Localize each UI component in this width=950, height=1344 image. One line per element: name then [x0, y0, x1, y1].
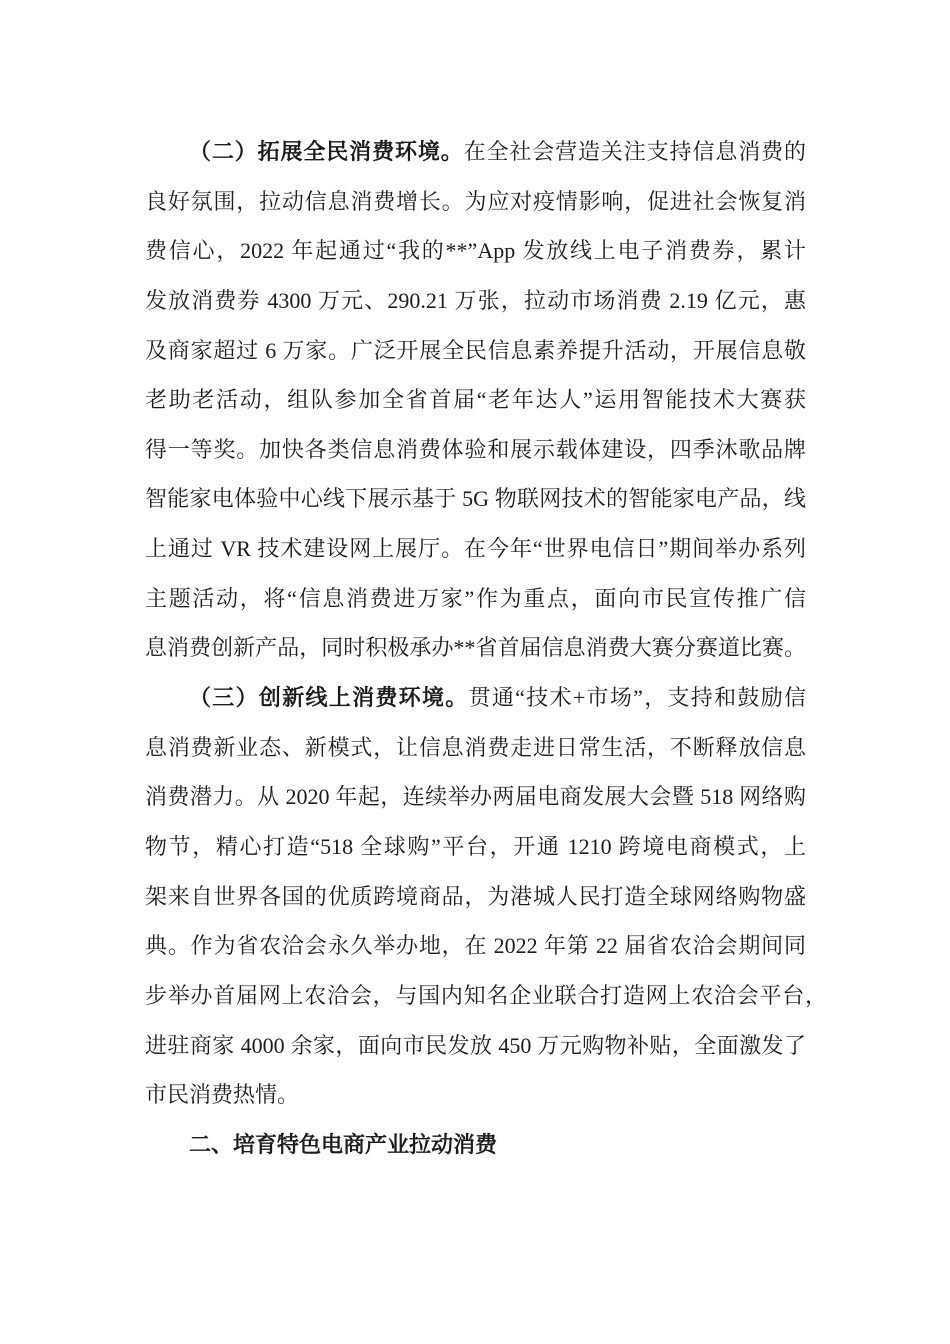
- paragraph-line: 老助老活动，组队参加全省首届“老年达人”运用智能技术大赛获: [145, 387, 806, 413]
- paragraph-line: 上通过 VR 技术建设网上展厅。在今年“世界电信日”期间举办系列: [145, 536, 806, 562]
- paragraph-line: 费信心，2022 年起通过“我的**”App 发放线上电子消费券，累计: [145, 238, 806, 264]
- paragraph-text: 贯通“技术+市场”，支持和鼓励信: [468, 685, 806, 711]
- paragraph-line: 良好氛围，拉动信息消费增长。为应对疫情影响，促进社会恢复消: [145, 188, 806, 214]
- paragraph-line: 息消费创新产品，同时积极承办**省首届信息消费大赛分赛道比赛。: [145, 635, 806, 661]
- section-lead: （二）拓展全民消费环境。: [189, 139, 464, 164]
- paragraph-line: 步举办首届网上农洽会，与国内知名企业联合打造网上农洽会平台，: [145, 982, 827, 1008]
- paragraph-line: [145, 127, 806, 177]
- paragraph-line: 及商家超过 6 万家。广泛开展全民信息素养提升活动，开展信息敬: [145, 337, 806, 363]
- paragraph-line: 消费潜力。从 2020 年起，连续举办两届电商发展大会暨 518 网络购: [145, 784, 806, 810]
- paragraph-line: 息消费新业态、新模式，让信息消费走进日常生活，不断释放信息: [145, 734, 806, 760]
- paragraph-line: 市民消费热情。: [145, 1082, 300, 1108]
- document-body: [145, 127, 835, 1169]
- paragraph-line: 物节，精心打造“518 全球购”平台，开通 1210 跨境电商模式，上: [145, 833, 806, 859]
- paragraph-line: [145, 673, 806, 723]
- paragraph-line: 主题活动，将“信息消费进万家”作为重点，面向市民宣传推广信: [145, 585, 806, 611]
- paragraph-line: 得一等奖。加快各类信息消费体验和展示载体建设，四季沐歌品牌: [145, 436, 806, 462]
- paragraph-line: 典。作为省农洽会永久举办地，在 2022 年第 22 届省农洽会期间同: [145, 933, 806, 959]
- section-heading: 二、培育特色电商产业拉动消费: [189, 1131, 498, 1157]
- paragraph-line: 架来自世界各国的优质跨境商品，为港城人民打造全球网络购物盛: [145, 883, 806, 909]
- paragraph-line: 进驻商家 4000 余家，面向市民发放 450 万元购物补贴，全面激发了: [145, 1032, 806, 1058]
- paragraph-line: 智能家电体验中心线下展示基于 5G 物联网技术的智能家电产品，线: [145, 486, 806, 512]
- paragraph-line: 发放消费券 4300 万元、290.21 万张，拉动市场消费 2.19 亿元，惠: [145, 287, 806, 313]
- section-lead: （三）创新线上消费环境。: [189, 685, 469, 711]
- paragraph-text: 在全社会营造关注支持信息消费的: [463, 139, 806, 164]
